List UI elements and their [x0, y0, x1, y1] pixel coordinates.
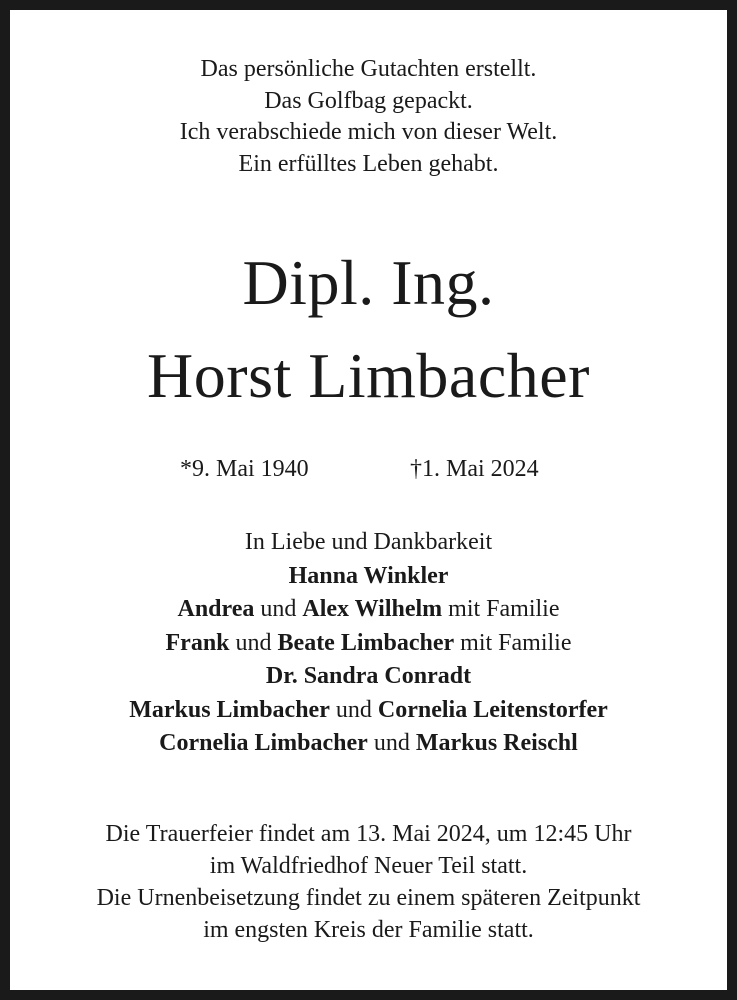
full-name: Horst Limbacher: [147, 340, 590, 411]
ceremony-line: Die Trauerfeier findet am 13. Mai 2024, um 12:45 Uhr: [105, 821, 632, 847]
conjunction: und: [254, 596, 303, 622]
mourners-intro: In Liebe und Dankbarkeit: [244, 529, 493, 555]
mourner-name: Andrea: [177, 596, 255, 622]
conjunction: und: [367, 730, 416, 756]
mourner-name: Cornelia Leitenstorfer: [377, 696, 608, 723]
obituary-notice: [10, 10, 727, 990]
ceremony-line: im Waldfriedhof Neuer Teil statt.: [209, 853, 528, 879]
suffix: mit Familie: [442, 596, 560, 622]
ceremony-line: Die Urnenbeisetzung findet zu einem späteren Zeitpunkt: [96, 885, 641, 911]
mourner-line: [10, 560, 727, 594]
deceased-name: [10, 236, 727, 422]
mourner-name: Frank: [165, 629, 230, 656]
ceremony-line: im engsten Kreis der Familie statt.: [203, 917, 534, 943]
mourner-name: Beate Limbacher: [277, 629, 455, 656]
ceremony-info: [10, 818, 727, 946]
poem-line: Ich verabschiede mich von dieser Welt.: [179, 119, 558, 145]
academic-title: Dipl. Ing.: [242, 247, 495, 318]
poem-line: Ein erfülltes Leben gehabt.: [238, 150, 499, 177]
mourner-name: Cornelia Limbacher: [159, 730, 368, 756]
mourner-line: [10, 694, 727, 728]
mourner-name: Alex Wilhelm: [302, 596, 443, 622]
conjunction: und: [229, 629, 278, 656]
death-date: †1. Mai 2024: [410, 456, 539, 482]
mourner-name: Markus Limbacher: [129, 696, 330, 723]
mourners-list: [10, 526, 727, 761]
mourner-line: [10, 727, 727, 761]
mourner-name: Dr. Sandra Conradt: [265, 663, 472, 689]
conjunction: und: [329, 696, 378, 723]
poem-line: Das persönliche Gutachten erstellt.: [200, 56, 537, 82]
suffix: mit Familie: [454, 629, 572, 656]
mourner-name: Markus Reischl: [415, 730, 578, 756]
mourner-name: Hanna Winkler: [288, 562, 449, 589]
poem: [10, 54, 727, 180]
birth-date: *9. Mai 1940: [180, 456, 309, 482]
mourner-line: [10, 593, 727, 627]
poem-line: Das Golfbag gepackt.: [264, 87, 473, 114]
mourner-line: [10, 660, 727, 694]
mourner-line: [10, 627, 727, 661]
